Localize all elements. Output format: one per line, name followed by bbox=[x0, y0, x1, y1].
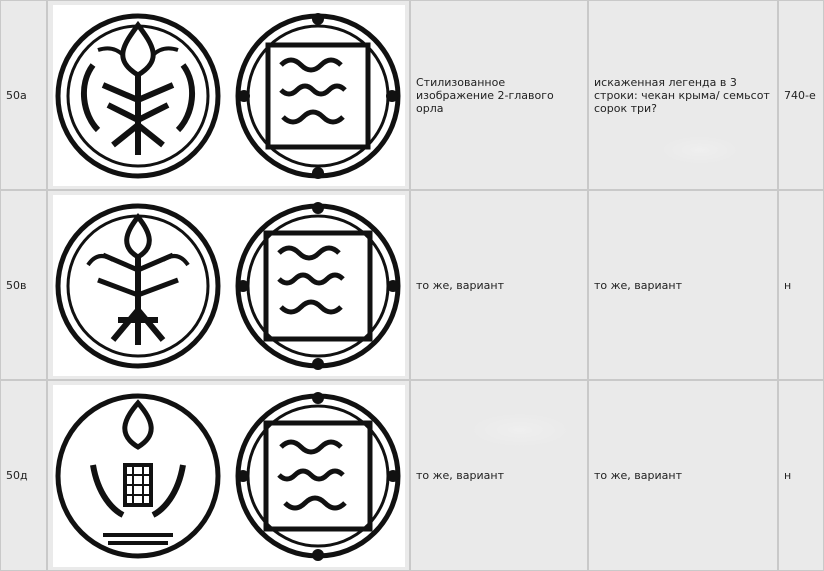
obverse-description-cell bbox=[410, 0, 588, 190]
coin-reverse-drawing bbox=[237, 392, 399, 561]
coin-reverse-drawing bbox=[238, 13, 398, 179]
coin-image bbox=[53, 385, 405, 567]
obverse-description: Стилизованное изображение 2-главого орла bbox=[416, 75, 554, 115]
coin-image-cell bbox=[47, 0, 410, 190]
obverse-description: то же, вариант bbox=[416, 469, 504, 482]
reverse-description-cell bbox=[588, 0, 778, 190]
coin-reverse-drawing bbox=[237, 202, 399, 370]
row-id-cell bbox=[0, 380, 47, 571]
row-id: 50д bbox=[6, 469, 28, 482]
coin-image bbox=[53, 195, 405, 376]
obverse-description-cell bbox=[410, 380, 588, 571]
obverse-description: то же, вариант bbox=[416, 278, 504, 292]
date: н bbox=[784, 278, 792, 292]
reverse-description-cell bbox=[588, 190, 778, 380]
reverse-description: искаженная легенда в 3 строки: чекан крыма/ семьсот сорок три? bbox=[594, 75, 770, 115]
date: н bbox=[784, 469, 792, 482]
row-id: 50в bbox=[6, 278, 27, 292]
coin-image-cell bbox=[47, 190, 410, 380]
coin-obverse-drawing bbox=[58, 396, 218, 556]
coin-obverse-drawing bbox=[58, 206, 218, 366]
row-id-cell bbox=[0, 0, 47, 190]
date-cell bbox=[778, 0, 824, 190]
coin-image-cell bbox=[47, 380, 410, 571]
coin-obverse-drawing bbox=[58, 16, 218, 176]
obverse-description-cell bbox=[410, 190, 588, 380]
reverse-description: то же, вариант bbox=[594, 469, 682, 482]
date: 740-е bbox=[784, 88, 816, 102]
date-cell bbox=[778, 380, 824, 571]
coin-image bbox=[53, 5, 405, 186]
reverse-description-cell bbox=[588, 380, 778, 571]
row-id: 50а bbox=[6, 88, 27, 102]
date-cell bbox=[778, 190, 824, 380]
row-id-cell bbox=[0, 190, 47, 380]
reverse-description: то же, вариант bbox=[594, 278, 682, 292]
